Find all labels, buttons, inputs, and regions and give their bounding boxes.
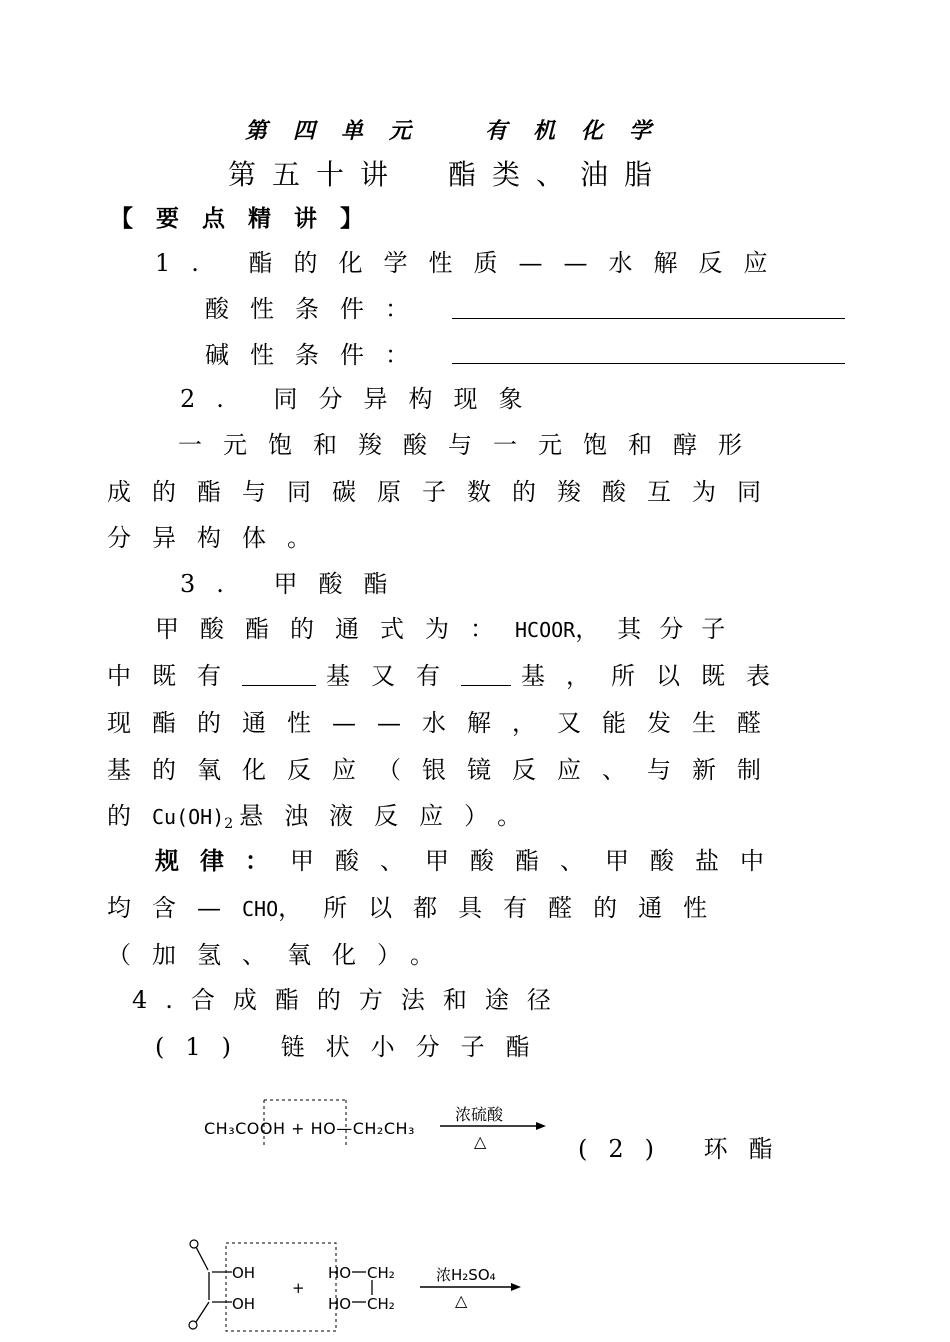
formate-formula: HCOOR (515, 618, 576, 642)
section-2-line-2: 成的酯与同碳原子数的羧酸互为同 (107, 478, 782, 506)
subsection-chain-ester: (1) 链状小分子酯 (155, 1033, 551, 1061)
section-header: 【要点精讲】 (110, 205, 386, 232)
formate-formula-intro: 甲酸酯的通式为： (155, 615, 515, 643)
rule-text-2b: ，所以都具有醛的通性 (278, 894, 729, 922)
acid-condition-label: 酸性条件： (205, 295, 430, 323)
line-2-c: 基，所以既表 (521, 662, 791, 690)
section-2-line-3: 分异构体。 (107, 524, 332, 552)
section-3-line-4: 基的氧化反应（银镜反应、与新制 (107, 756, 782, 784)
carbonyl-bond-1 (196, 1247, 208, 1270)
rule-text-1: 甲酸、甲酸酯、甲酸盐中 (290, 847, 785, 875)
subsection-cyclic-ester: (2) 环酯 (578, 1135, 794, 1163)
section-1-title: 1. 酯的化学性质——水解反应 (155, 249, 789, 277)
line-2-a: 中既有 (107, 662, 242, 690)
line-2-b: 基又有 (326, 662, 461, 690)
copper-hydroxide-subscript: 2 (224, 816, 234, 832)
glycol-hydroxyl-1: HO (328, 1264, 352, 1282)
section-2-line-1: 一元饱和羧酸与一元饱和醇形 (178, 431, 763, 459)
unit-title: 第四单元 有机化学 (245, 118, 678, 144)
methylene-1: CH₂ (367, 1264, 395, 1282)
glycol-hydroxyl-2: HO (328, 1295, 352, 1313)
equation-2-heat: △ (455, 1291, 468, 1310)
methylene-2: CH₂ (367, 1295, 395, 1313)
line-5-a: 的 (107, 802, 152, 830)
lecture-title: 第五十讲 酯类、油脂 (228, 158, 669, 191)
hydroxyl-2: OH (232, 1295, 256, 1313)
rule-line-3: （加氢、氧化）。 (107, 941, 455, 969)
equation-1-reactants: CH₃COOH + HO—CH₂CH₃ (204, 1119, 415, 1138)
formate-formula-tail: ，其分子 (575, 615, 744, 643)
oxygen-atom-2 (189, 1321, 197, 1329)
oxygen-atom-1 (190, 1240, 198, 1248)
section-3-title: 3. 甲酸酯 (180, 570, 409, 598)
reaction-arrow-1-head (536, 1122, 546, 1130)
carbonyl-bond-2 (196, 1302, 209, 1322)
section-3-line-3: 现酯的通性——水解，又能发生醛 (107, 709, 782, 737)
line-5-b: 悬浊液反应）。 (239, 802, 543, 830)
section-4-title: 4.合成酯的方法和途径 (132, 986, 569, 1014)
hydroxyl-1: OH (232, 1264, 256, 1282)
plus-sign: + (292, 1279, 305, 1297)
reaction-arrow-2-head (511, 1283, 521, 1291)
equation-1-heat: △ (474, 1132, 487, 1151)
equation-2-catalyst: 浓H₂SO₄ (436, 1266, 496, 1284)
section-2-title: 2. 同分异构现象 (180, 385, 544, 413)
aldehyde-group: CHO (242, 897, 279, 921)
rule-label: 规律： (155, 846, 290, 875)
base-condition-label: 碱性条件： (205, 341, 430, 369)
copper-hydroxide: Cu(OH) (152, 805, 225, 829)
rule-text-2a: 均含— (107, 894, 242, 922)
equation-1-catalyst: 浓硫酸 (455, 1105, 504, 1124)
